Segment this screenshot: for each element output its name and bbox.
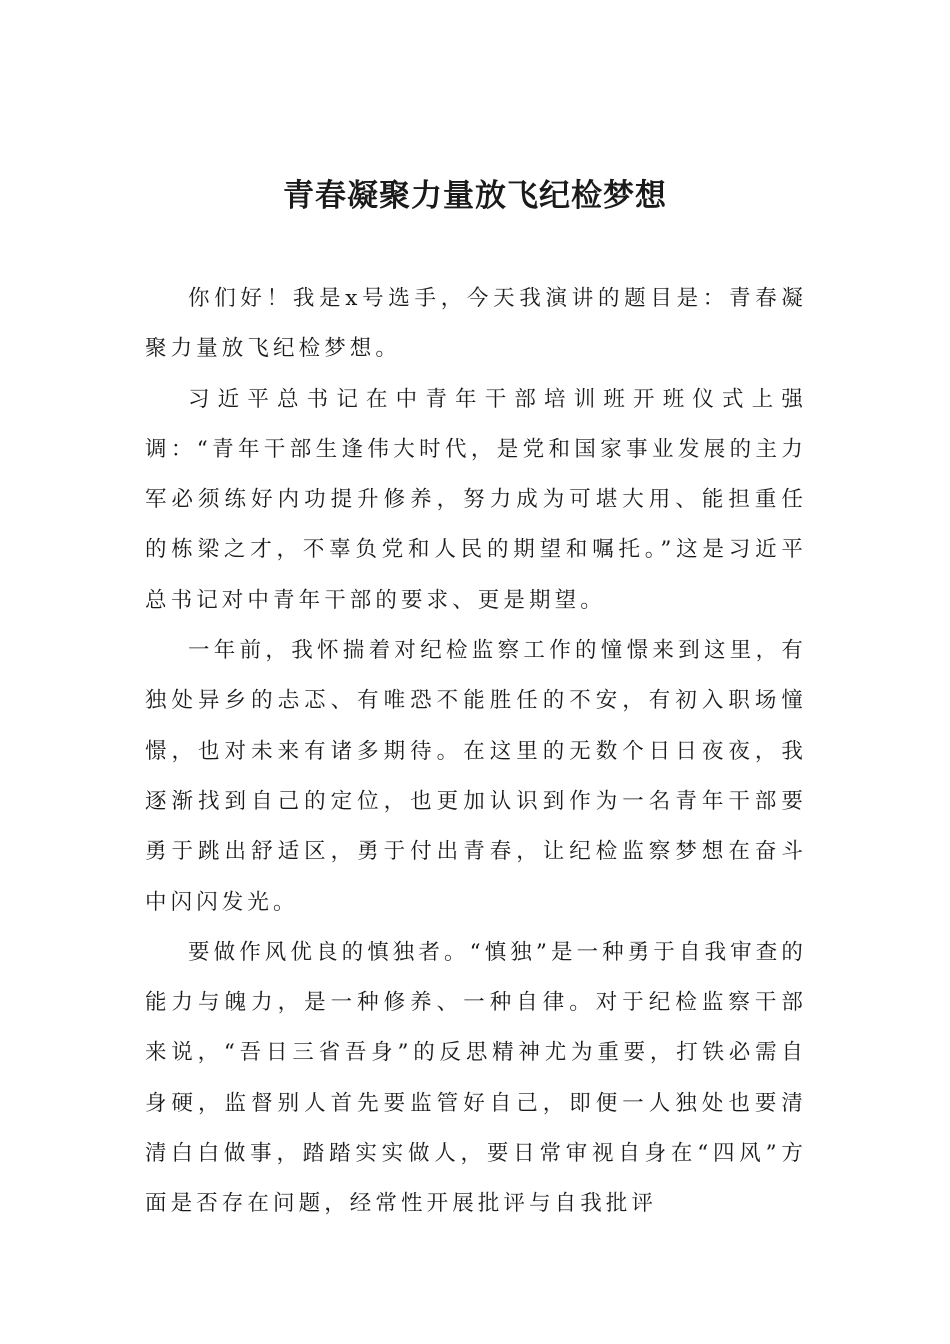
paragraph: 习近平总书记在中青年干部培训班开班仪式上强调：“青年干部生逢伟大时代，是党和国家事业发展的主力军必须练好内功提升修养，努力成为可堪大用、能担重任的栋梁之才，不辜负党和人民的期望和嘱托。”这是习近平总书记对中青年干部的要求、更是期望。 <box>145 386 807 613</box>
paragraph: 一年前，我怀揣着对纪检监察工作的憧憬来到这里，有独处异乡的忐忑、有唯恐不能胜任的不安，有初入职场憧憬，也对未来有诸多期待。在这里的无数个日日夜夜，我逐渐找到自己的定位，也更加认识到作为一名青年干部要勇于跳出舒适区，勇于付出青春，让纪检监察梦想在奋斗中闪闪发光。 <box>145 638 807 915</box>
paragraph: 你们好！我是x号选手，今天我演讲的题目是：青春凝聚力量放飞纪检梦想。 <box>145 286 807 362</box>
document-body <box>145 274 807 1230</box>
document-title: 青春凝聚力量放飞纪检梦想 <box>283 178 667 214</box>
paragraph: 要做作风优良的慎独者。“慎独”是一种勇于自我审查的能力与魄力，是一种修养、一种自律。对于纪检监察干部来说，“吾日三省吾身”的反思精神尤为重要，打铁必需自身硬，监督别人首先要监管好自己，即便一人独处也要清清白白做事，踏踏实实做人，要日常审视自身在“四风”方面是否存在问题，经常性开展批评与自我批评 <box>145 939 807 1217</box>
